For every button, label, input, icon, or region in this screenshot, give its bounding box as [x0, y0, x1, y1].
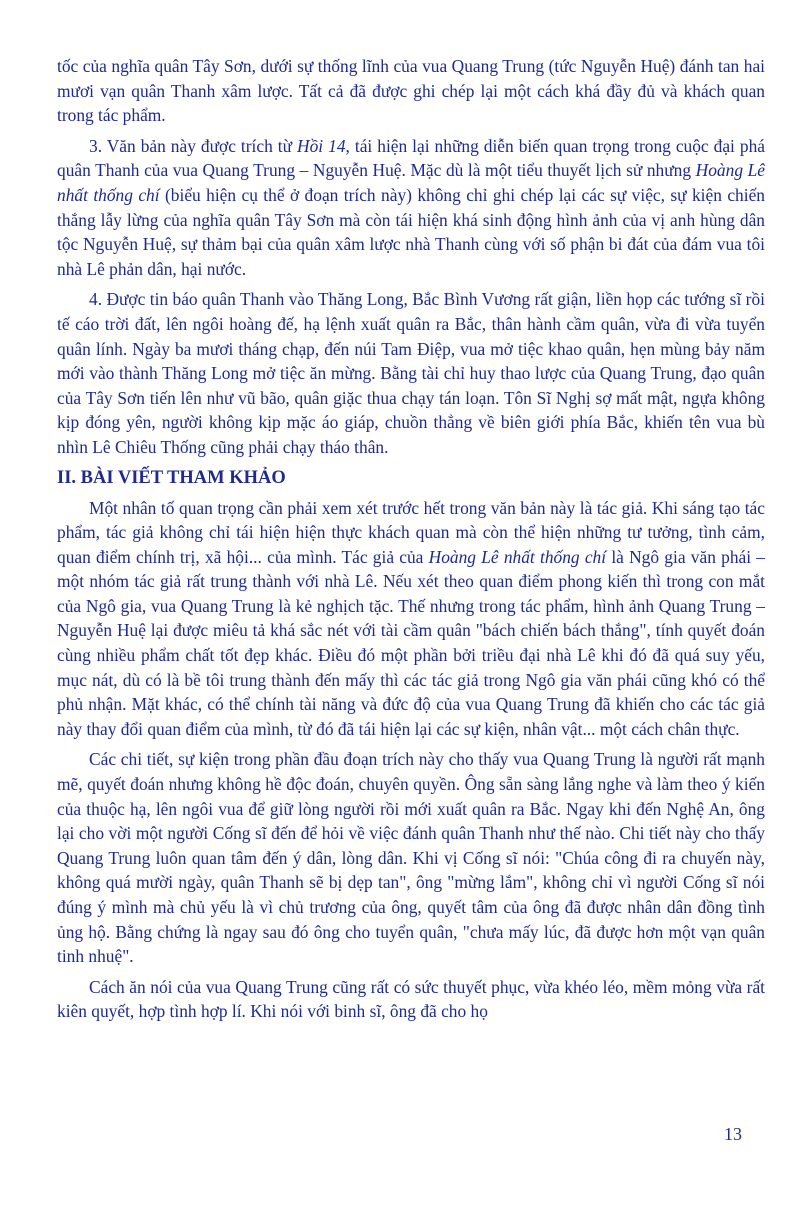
paragraph: 4. Được tin báo quân Thanh vào Thăng Long, Bắc Bình Vương rất giận, liền họp các tướng sĩ rồi tế cáo trời đất, lên ngôi hoàng đế, hạ lệnh xuất quân ra Bắc, thân hành cầm quân, vừa đi vừa tuyển quân lính. Ngày ba mươi tháng chạp, đến núi Tam Điệp, vua mở tiệc khao quân, hẹn mùng bảy năm mới vào thành Thăng Long mở tiệc ăn mừng. Bằng tài chỉ huy thao lược của Quang Trung, đạo quân của Tây Sơn tiến lên như vũ bão, quân giặc thua chạy tán loạn. Tôn Sĩ Nghị sợ mất mật, ngựa không kịp đóng yên, người không kịp mặc áo giáp, chuồn thẳng về biên giới phía Bắc, khiến tên vua bù nhìn Lê Chiêu Thống cũng phải chạy tháo thân.: [57, 289, 765, 457]
italic-title: Hoàng Lê nhất thống chí: [428, 546, 607, 567]
page-number: 13: [724, 1124, 742, 1144]
text-run: 3. Văn bản này được trích từ: [89, 135, 298, 156]
paragraph: [57, 134, 765, 282]
italic-title: Hồi 14: [297, 135, 346, 156]
text-run: là Ngô gia văn phái – một nhóm tác giả rất trung thành với nhà Lê. Nếu xét theo quan điểm phong kiến thì trong con mắt của Ngô gia, vua Quang Trung là kẻ nghịch tặc. Thế nhưng trong tác phẩm, hình ảnh Quang Trung – Nguyễn Huệ lại được miêu tả khá sắc nét với tài cầm quân "bách chiến bách thắng", tính quyết đoán cùng nhiều phẩm chất tốt đẹp khác. Điều đó một phần bởi triều đại nhà Lê khi đó đã quá suy yếu, mục nát, dù có là bề tôi trung thành đến mấy thì các tác giả trong Ngô gia văn phái cũng khó có thể phủ nhận. Mặt khác, có thể chính tài năng và đức độ của vua Quang Trung đã khiến cho các tác giả này thay đổi quan điểm của mình, từ đó đã tái hiện lại các sự kiện, nhân vật... một cách chân thực.: [57, 546, 765, 739]
paragraph: tốc của nghĩa quân Tây Sơn, dưới sự thống lĩnh của vua Quang Trung (tức Nguyễn Huệ) đánh tan hai mươi vạn quân Thanh xâm lược. Tất cả đã được ghi chép lại một cách khá đầy đủ và khách quan trong tác phẩm.: [57, 56, 765, 126]
text-run: , tái hiện lại những diễn biến quan trọng trong cuộc đại phá quân Thanh của vua Quang Trung – Nguyễn Huệ. Mặc dù là một tiểu thuyết lịch sử nhưng: [57, 135, 765, 181]
text-run: Một nhân tố quan trọng cần phải xem xét trước hết trong văn bản này là tác giả. Khi sáng tạo tác phẩm, tác giả không chỉ tái hiện hiện thực khách quan mà còn thể hiện những tư tưởng, tình cảm, quan điểm chính trị, xã hội... của mình. Tác giả của: [57, 497, 765, 567]
text-run: (biểu hiện cụ thể ở đoạn trích này) không chỉ ghi chép lại các sự việc, sự kiện chiến thắng lẫy lừng của nghĩa quân Tây Sơn mà còn tái hiện khá sinh động hình ảnh của vị anh hùng dân tộc Nguyễn Huệ, sự thảm bại của quân xâm lược nhà Thanh cùng với số phận bi đát của đám vua tôi nhà Lê phản dân, hại nước.: [57, 184, 765, 279]
paragraph: [57, 496, 765, 742]
page-body: [57, 54, 765, 1030]
italic-title: Hoàng Lê nhất thống chí: [57, 160, 765, 205]
paragraph: Cách ăn nói của vua Quang Trung cũng rất có sức thuyết phục, vừa khéo léo, mềm mỏng vừa rất kiên quyết, hợp tình hợp lí. Khi nói với binh sĩ, ông đã cho họ: [57, 976, 765, 1022]
section-heading: II. BÀI VIẾT THAM KHẢO: [57, 467, 286, 488]
paragraph: Các chi tiết, sự kiện trong phần đầu đoạn trích này cho thấy vua Quang Trung là người rất mạnh mẽ, quyết đoán nhưng không hề độc đoán, chuyên quyền. Ông sẵn sàng lắng nghe và làm theo ý kiến của thuộc hạ, lên ngôi vua để giữ lòng người rồi mới xuất quân ra Bắc. Ngay khi đến Nghệ An, ông lại cho vời một người Cống sĩ đến để hỏi về việc đánh quân Thanh như thế nào. Chi tiết này cho thấy Quang Trung luôn quan tâm đến ý dân, lòng dân. Khi vị Cống sĩ nói: "Chúa công đi ra chuyến này, không quá mười ngày, quân Thanh sẽ bị dẹp tan", ông "mừng lắm", không chỉ vì người Cống sĩ nói đúng ý mình mà chủ yếu là vì chủ trương của ông, quyết tâm của ông đã được nhân dân đồng tình ủng hộ. Bằng chứng là ngay sau đó ông cho tuyển quân, "chưa mấy lúc, đã được hơn một vạn quân tinh nhuệ".: [57, 749, 765, 967]
